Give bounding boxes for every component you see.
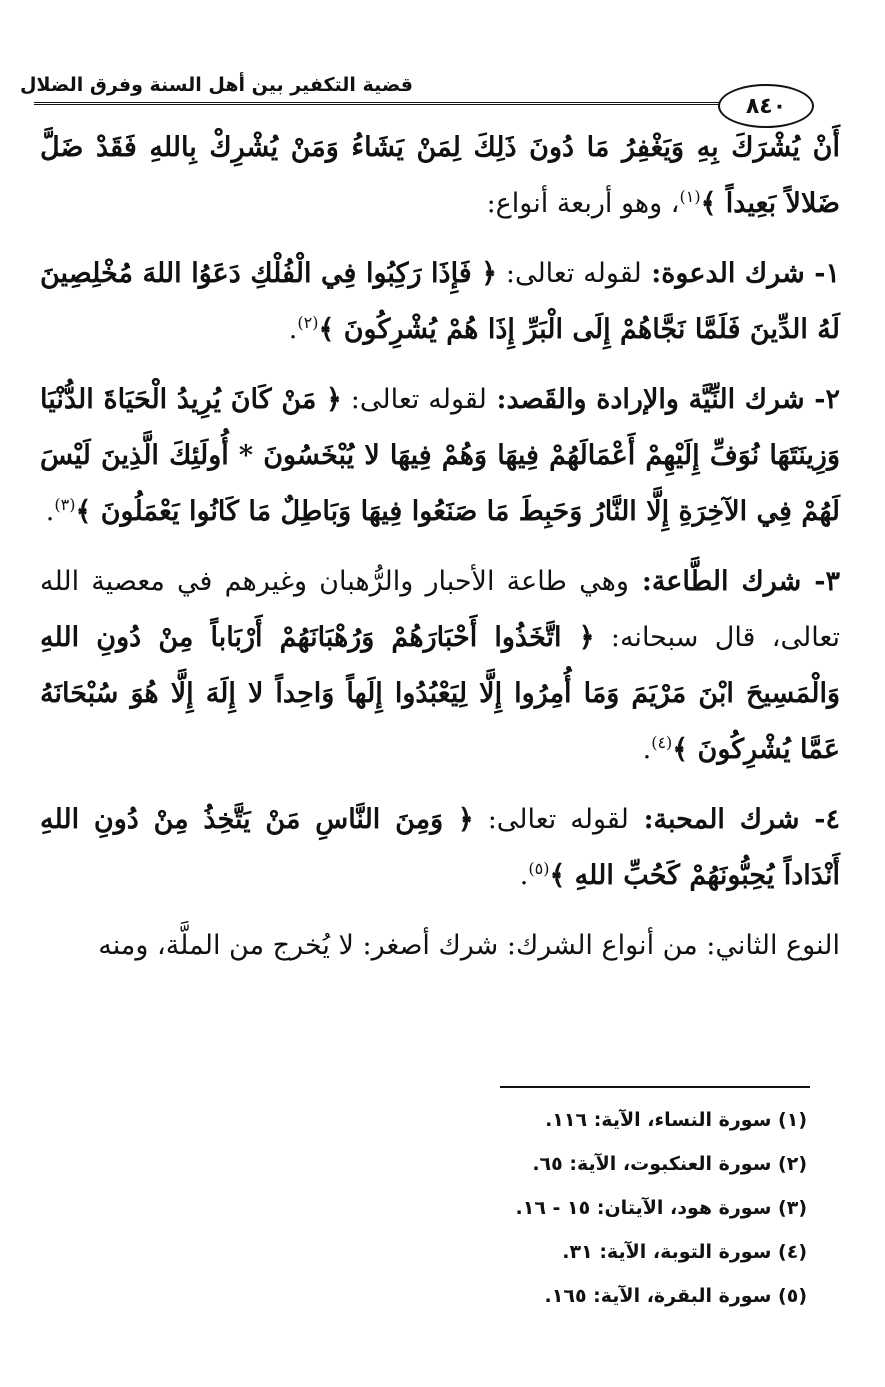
paragraph-text: ، وهو أربعة أنواع: [486, 188, 680, 219]
quran-verse: ﴿ اتَّخَذُوا أَحْبَارَهُمْ وَرُهْبَانَهُمْ أَرْبَاباً مِنْ دُونِ اللهِ وَالْمَسِيحَ ابْنَ مَرْيَمَ وَمَا أُمِرُوا إِلَّا لِيَعْبُدُوا إِلَهاً وَاحِداً لا إِلَهَ إِلَّا هُوَ سُبْحَانَهُ عَمَّا يُشْرِكُونَ ﴾ [40, 622, 840, 765]
paragraph-lead: ٢- شرك النِّيَّة والإرادة والقَصد: [486, 384, 841, 415]
paragraph-shirk-mahabba [40, 792, 840, 904]
paragraph-shirk-niyya [40, 372, 840, 540]
paragraph-intro: لقوله تعالى: [473, 804, 629, 835]
quran-verse: ﴿ فَإِذَا رَكِبُوا فِي الْفُلْكِ دَعَوُا اللهَ مُخْلِصِينَ لَهُ الدِّينَ فَلَمَّا نَجَّاهُمْ إِلَى الْبَرِّ إِذَا هُمْ يُشْرِكُونَ ﴾ [40, 258, 840, 345]
footnote-separator [500, 1086, 810, 1088]
footnote: (٥) سورة البقرة، الآية: ١٦٥. [544, 1285, 807, 1307]
quran-verse: ﴿ مَنْ كَانَ يُرِيدُ الْحَيَاةَ الدُّنْيَا وَزِينَتَهَا نُوَفِّ إِلَيْهِمْ أَعْمَالَهُمْ فِيهَا وَهُمْ فِيهَا لا يُبْخَسُونَ * أُولَئِكَ الَّذِينَ لَيْسَ لَهُمْ فِي الآخِرَةِ إِلَّا النَّارُ وَحَبِطَ مَا صَنَعُوا فِيهَا وَبَاطِلٌ مَا كَانُوا يَعْمَلُونَ ﴾ [40, 384, 840, 527]
footnote-ref: (٢) [297, 313, 319, 332]
paragraph-lead: ١- شرك الدعوة: [641, 258, 840, 289]
footnote-ref: (٥) [528, 859, 550, 878]
paragraph-text: . [642, 734, 652, 765]
paragraph-text: . [45, 496, 55, 527]
paragraph-text: . [519, 860, 529, 891]
quran-verse: ﴿ وَمِنَ النَّاسِ مَنْ يَتَّخِذُ مِنْ دُونِ اللهِ أَنْدَاداً يُحِبُّونَهُمْ كَحُبِّ اللهِ ﴾ [40, 804, 840, 891]
paragraph-intro: النوع الثاني: من أنواع الشرك: شرك أصغر: لا يُخرج من الملَّة، ومنه [98, 930, 840, 961]
paragraph-shirk-taa [40, 554, 840, 778]
footnote-ref: (٤) [651, 733, 673, 752]
body-text [40, 120, 840, 988]
paragraph-second-type [40, 918, 840, 974]
page-number: ٨٤٠ [745, 93, 787, 119]
quran-verse: أَنْ يُشْرَكَ بِهِ وَيَغْفِرُ مَا دُونَ ذَلِكَ لِمَنْ يَشَاءُ وَمَنْ يُشْرِكْ بِاللهِ فَقَدْ ضَلَّ ضَلالاً بَعِيداً ﴾ [40, 132, 840, 219]
paragraph-intro: لقوله تعالى: [497, 258, 642, 289]
header-rule [34, 102, 724, 105]
footnote: (٣) سورة هود، الآيتان: ١٥ - ١٦. [515, 1197, 807, 1219]
paragraph-intro: لقوله تعالى: [341, 384, 487, 415]
paragraph-text: . [288, 314, 298, 345]
footnote: (٢) سورة العنكبوت، الآية: ٦٥. [532, 1153, 807, 1175]
footnote: (٤) سورة التوبة، الآية: ٣١. [562, 1241, 807, 1263]
footnote-ref: (٣) [54, 495, 76, 514]
paragraph-lead: ٤- شرك المحبة: [628, 804, 840, 835]
footnote: (١) سورة النساء، الآية: ١١٦. [545, 1109, 807, 1131]
paragraph-intro: وهي طاعة الأحبار والرُّهبان وغيرهم في معصية الله تعالى، قال سبحانه: [40, 566, 840, 653]
footnote-ref: (١) [679, 187, 701, 206]
footnotes [307, 1098, 807, 1318]
paragraph-lead: ٣- شرك الطَّاعة: [628, 566, 840, 597]
paragraph-continuation [40, 120, 840, 232]
paragraph-shirk-dawa [40, 246, 840, 358]
running-header-title: قضية التكفير بين أهل السنة وفرق الضلال [19, 74, 413, 96]
